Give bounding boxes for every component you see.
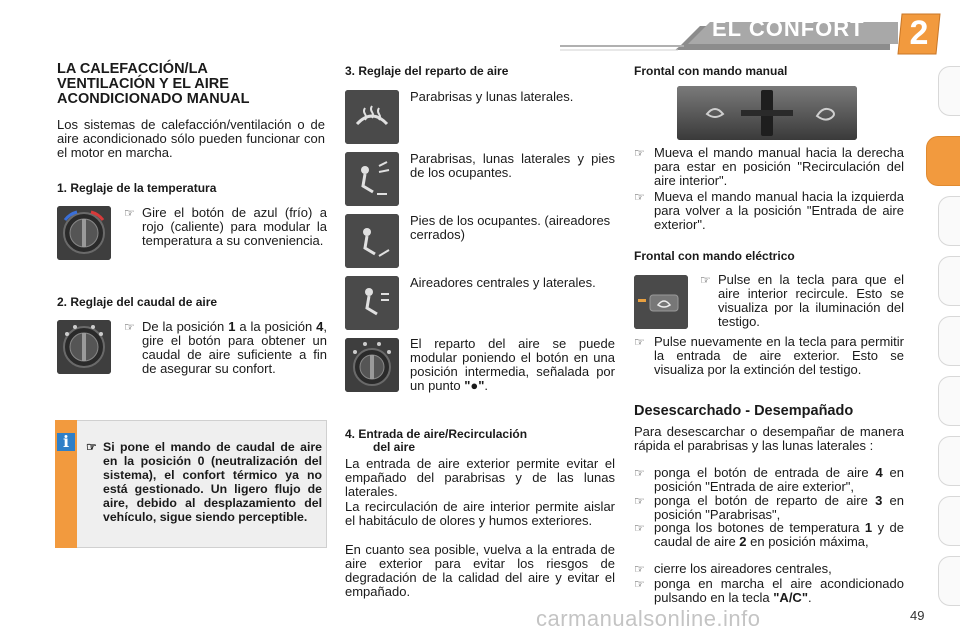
bullet-hand-icon: ☞ [124,320,135,334]
distribution-item-4: Aireadores centrales y laterales. [410,275,596,290]
electric-bullet-1: ☞ Pulse en la tecla para que el aire interior recircule. Esto se visualiza por la iluminación del testigo. [700,272,904,329]
bullet-hand-icon: ☞ [634,335,645,349]
recirculation-button-image [634,275,688,329]
tab-chapter-4[interactable] [938,256,960,306]
tab-chapter-6[interactable] [938,376,960,426]
info-icon: i [57,433,75,451]
section-1-bullet [124,206,327,248]
section-title: EL CONFORT [712,16,865,41]
defrost-step-2: ☞ ponga el botón de reparto de aire 3 en posición "Parabrisas", [634,493,905,522]
manual-bullet-2: ☞ Mueva el mando manual hacia la izquierda para volver a la posición "Entrada de aire exterior". [634,189,904,232]
chapter-number: 2 [909,14,929,52]
tab-chapter-5[interactable] [938,316,960,366]
distribution-item-5: El reparto del aire se puede modular poniendo el botón en una posición intermedia, señalada por un punto "●". [410,336,615,393]
tab-chapter-3[interactable] [938,196,960,246]
manual-bullet-1: ☞ Mueva el mando manual hacia la derecha para estar en posición "Recirculación del aire interior". [634,145,904,188]
bullet-hand-icon: ☞ [634,190,645,204]
bullet-hand-icon: ☞ [634,494,645,508]
tab-chapter-2[interactable] [926,136,960,186]
bullet-hand-icon: ☞ [634,577,645,591]
face-vents-icon [345,276,399,330]
defrost-intro: Para desescarchar o desempañar de manera rápida el parabrisas y las lunas laterales : [634,424,904,453]
defrost-step-5: ☞ ponga en marcha el aire acondicionado pulsando en la tecla "A/C". [634,576,904,605]
temperature-knob-image [57,206,111,260]
page-title: LA CALEFACCIÓN/LA VENTILACIÓN Y EL AIRE ACONDICIONADO MANUAL [57,61,250,107]
distribution-item-3: Pies de los ocupantes. (aireadores cerrados) [410,213,611,242]
manual-recirculation-slider-image [677,86,857,140]
tab-chapter-7[interactable] [938,436,960,486]
distribution-knob-image [345,338,399,392]
bullet-hand-icon: ☞ [86,440,97,454]
bullet-hand-icon: ☞ [634,562,645,576]
defrost-step-3: ☞ ponga los botones de temperatura 1 y de caudal de aire 2 en posición máxima, [634,520,905,549]
feet-icon [345,214,399,268]
tab-chapter-8[interactable] [938,496,960,546]
defrost-step-1: ☞ ponga el botón de entrada de aire 4 en posición "Entrada de aire exterior", [634,465,904,494]
bullet-hand-icon: ☞ [700,273,711,287]
section-4-paragraph-3: En cuanto sea posible, vuelva a la entrada de aire exterior para evitar los riesgos de degradación de la calidad del aire y evitar el empañado. [345,542,615,599]
section-1-text: Gire el botón de azul (frío) a rojo (caliente) para modular la temperatura a su conveniencia. [142,205,327,248]
windscreen-feet-icon [345,152,399,206]
electric-control-heading: Frontal con mando eléctrico [634,249,795,263]
section-4-paragraph-1: La entrada de aire exterior permite evitar el empañado del parabrisas y de las lunas laterales. [345,456,615,499]
watermark: carmanualsonline.info [536,606,761,631]
section-4-heading: 4. Entrada de aire/Recirculación del aire [345,427,528,454]
section-2-heading: 2. Reglaje del caudal de aire [57,295,218,309]
tab-chapter-9[interactable] [938,556,960,606]
info-text: ☞ Si pone el mando de caudal de aire en la posición 0 (neutralización del sistema), el confort térmico ya no está gestionado. Un ligero flujo de aire, debido al desplazamiento del vehículo, sigue siendo perceptible. [86,440,322,524]
intro-paragraph: Los sistemas de calefacción/ventilación o de aire acondicionado sólo pueden funcionar con el motor en marcha. [57,117,325,160]
windscreen-demist-icon [345,90,399,144]
defrost-heading: Desescarchado - Desempañado [634,403,854,419]
bullet-hand-icon: ☞ [634,521,645,535]
section-2-text: De la posición 1 a la posición 4, gire el botón para obtener un caudal de aire suficiente a fin de asegurar su confort. [142,319,327,376]
bullet-hand-icon: ☞ [124,206,135,220]
manual-control-heading: Frontal con mando manual [634,64,788,78]
fan-speed-knob-image [57,320,111,374]
defrost-step-4: ☞ cierre los aireadores centrales, [634,561,832,576]
electric-bullet-2: ☞ Pulse nuevamente en la tecla para permitir la entrada de aire exterior. Esto se visualiza por la extinción del testigo. [634,334,904,377]
section-1-heading: 1. Reglaje de la temperatura [57,181,217,195]
side-tab-strip [934,66,960,626]
section-3-heading: 3. Reglaje del reparto de aire [345,64,509,78]
section-2-bullet [124,320,327,376]
bullet-hand-icon: ☞ [634,466,645,480]
distribution-item-2: Parabrisas, lunas laterales y pies de los ocupantes. [410,151,615,180]
page-number: 49 [910,608,925,623]
distribution-item-1: Parabrisas y lunas laterales. [410,89,574,104]
tab-chapter-1[interactable] [938,66,960,116]
section-4-paragraph-2: La recirculación de aire interior permite aislar el habitáculo de olores y humos exteriores. [345,499,615,528]
bullet-hand-icon: ☞ [634,146,645,160]
